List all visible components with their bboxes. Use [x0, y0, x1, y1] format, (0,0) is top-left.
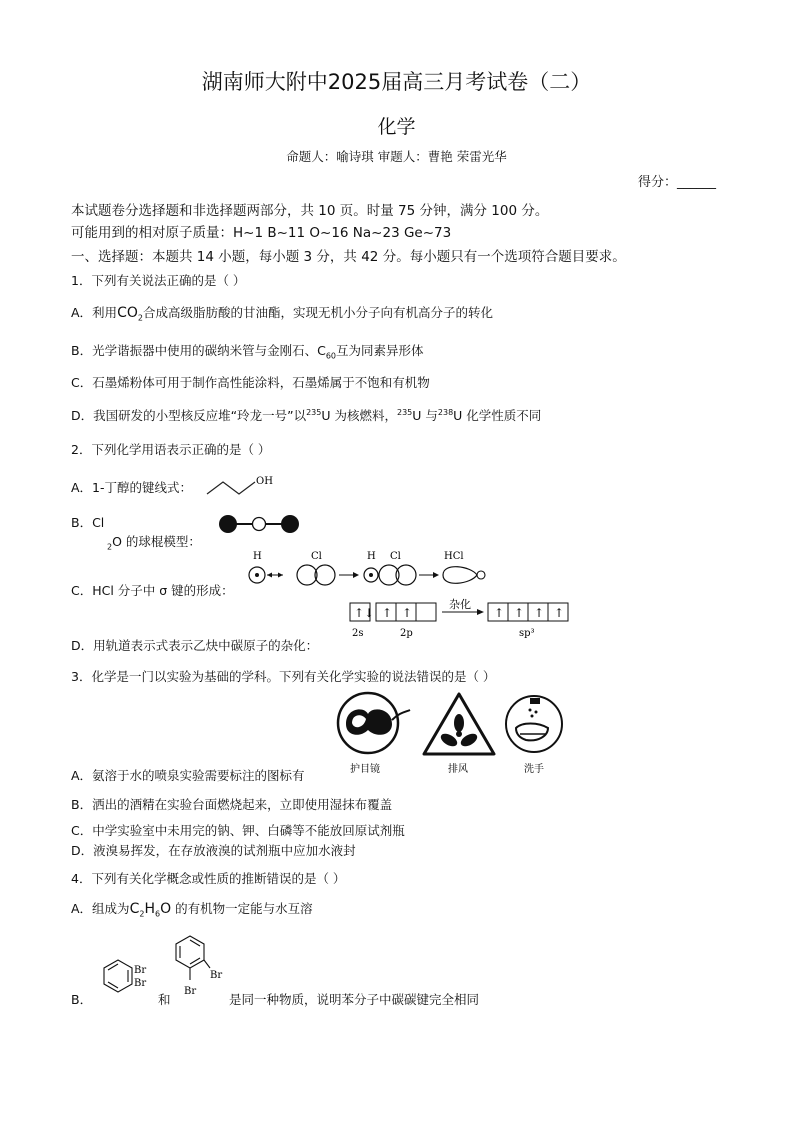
- svg-text:↑↓: ↑↓: [354, 606, 375, 620]
- svg-text:↑: ↑: [494, 606, 505, 620]
- svg-text:H: H: [253, 551, 262, 562]
- q2-option-b-line1: B．Cl: [71, 515, 105, 530]
- safety-icons-row: [334, 690, 564, 776]
- sigma-bond-formation-diagram: [243, 548, 493, 590]
- q2-option-a: A．1-丁醇的键线式：: [71, 480, 193, 495]
- q4-option-b-and: 和: [158, 992, 171, 1007]
- svg-text:Br: Br: [134, 965, 147, 976]
- page-title: 湖南师大附中2025届高三月考试卷（二）: [201, 70, 592, 94]
- cl-ball-right: [281, 515, 299, 533]
- orbital-hybridization-diagram: [346, 598, 576, 642]
- svg-text:↑: ↑: [382, 606, 393, 620]
- butanol-skeletal-formula: [205, 472, 280, 500]
- svg-text:↑: ↑: [514, 606, 525, 620]
- svg-text:2s: 2s: [352, 628, 364, 639]
- q3-stem: 3．化学是一门以实验为基础的学科。下列有关化学实验的说法错误的是（ ）: [71, 669, 496, 684]
- q3-option-c: C．中学实验室中未用完的钠、钾、白磷等不能放回原试剂瓶: [71, 823, 405, 838]
- svg-text:HCl: HCl: [444, 551, 464, 562]
- author-line: 命题人：喻诗琪 审题人：曹艳 荣雷光华: [286, 149, 507, 164]
- svg-text:排风: 排风: [448, 764, 468, 775]
- oh-label: OH: [256, 476, 273, 487]
- dibromobenzene-structure-1: [98, 956, 158, 1000]
- q3-option-d: D．液溴易挥发，在存放液溴的试剂瓶中应加水液封: [71, 843, 356, 858]
- dibromobenzene-structure-2: [168, 930, 230, 1000]
- hand-washing-icon: [506, 696, 562, 752]
- q3-option-a: A．氨溶于水的喷泉实验需要标注的图标有: [71, 768, 305, 783]
- q4-option-a: A．组成为$C_2H_6O$ 的有机物一定能与水互溶: [71, 901, 313, 919]
- q1-option-a: A．利用$CO_2$合成高级脂肪酸的甘油酯，实现无机小分子向有机高分子的转化: [71, 305, 493, 323]
- svg-text:护目镜: 护目镜: [350, 764, 380, 775]
- q2-stem: 2．下列化学用语表示正确的是（ ）: [71, 442, 271, 457]
- svg-text:Br: Br: [134, 978, 147, 989]
- svg-text:Cl: Cl: [311, 551, 322, 562]
- intro-line-2: 可能用到的相对原子质量：H~1 B~11 O~16 Na~23 Ge~73: [71, 225, 452, 241]
- q4-stem: 4．下列有关化学概念或性质的推断错误的是（ ）: [71, 871, 346, 886]
- svg-text:洗手: 洗手: [524, 764, 544, 775]
- subject-title: 化学: [377, 116, 416, 138]
- ventilation-fan-icon: [424, 694, 494, 754]
- q2-option-b-line2: $_2$O 的球棍模型：: [107, 534, 201, 552]
- q3-option-b: B．洒出的酒精在实验台面燃烧起来，立即使用湿抹布覆盖: [71, 797, 393, 812]
- svg-text:↑: ↑: [554, 606, 565, 620]
- q2-option-c: C．HCl 分子中 σ 键的形成：: [71, 583, 234, 598]
- score-field: 得分：______: [638, 175, 717, 190]
- q1-option-b: B．光学谐振器中使用的碳纳米管与金刚石、$C_{60}$互为同素异形体: [71, 343, 424, 361]
- svg-text:杂化: 杂化: [449, 598, 471, 611]
- q1-stem: 1．下列有关说法正确的是（ ）: [71, 273, 246, 288]
- svg-text:↑: ↑: [534, 606, 545, 620]
- q1-option-d: D．我国研发的小型核反应堆“玲龙一号”以$^{235}$U 为核燃料，$^{235}$U 与$^{238}$U 化学性质不同: [71, 407, 542, 423]
- svg-text:2p: 2p: [400, 628, 413, 639]
- cl-ball-left: [219, 515, 237, 533]
- svg-text:Br: Br: [210, 970, 223, 981]
- q4-option-b-text: 是同一种物质，说明苯分子中碳碳键完全相同: [229, 992, 480, 1007]
- svg-text:H: H: [367, 551, 376, 562]
- intro-line-1: 本试题卷分选择题和非选择题两部分，共 10 页。时量 75 分钟，满分 100 分。: [71, 203, 549, 219]
- o-ball: [253, 518, 266, 531]
- q1-option-c: C．石墨烯粉体可用于制作高性能涂料，石墨烯属于不饱和有机物: [71, 375, 430, 390]
- svg-text:↑: ↑: [402, 606, 413, 620]
- svg-text:Br: Br: [184, 986, 197, 997]
- svg-text:Cl: Cl: [390, 551, 401, 562]
- q4-option-b-label: B．: [71, 992, 93, 1007]
- q2-option-d: D．用轨道表示式表示乙炔中碳原子的杂化：: [71, 638, 319, 653]
- goggles-icon: [338, 693, 410, 753]
- section-heading: 一、选择题：本题共 14 小题，每小题 3 分，共 42 分。每小题只有一个选项符合题目要求。: [71, 249, 626, 265]
- svg-text:sp³: sp³: [519, 628, 535, 639]
- ball-and-stick-model: [216, 512, 302, 536]
